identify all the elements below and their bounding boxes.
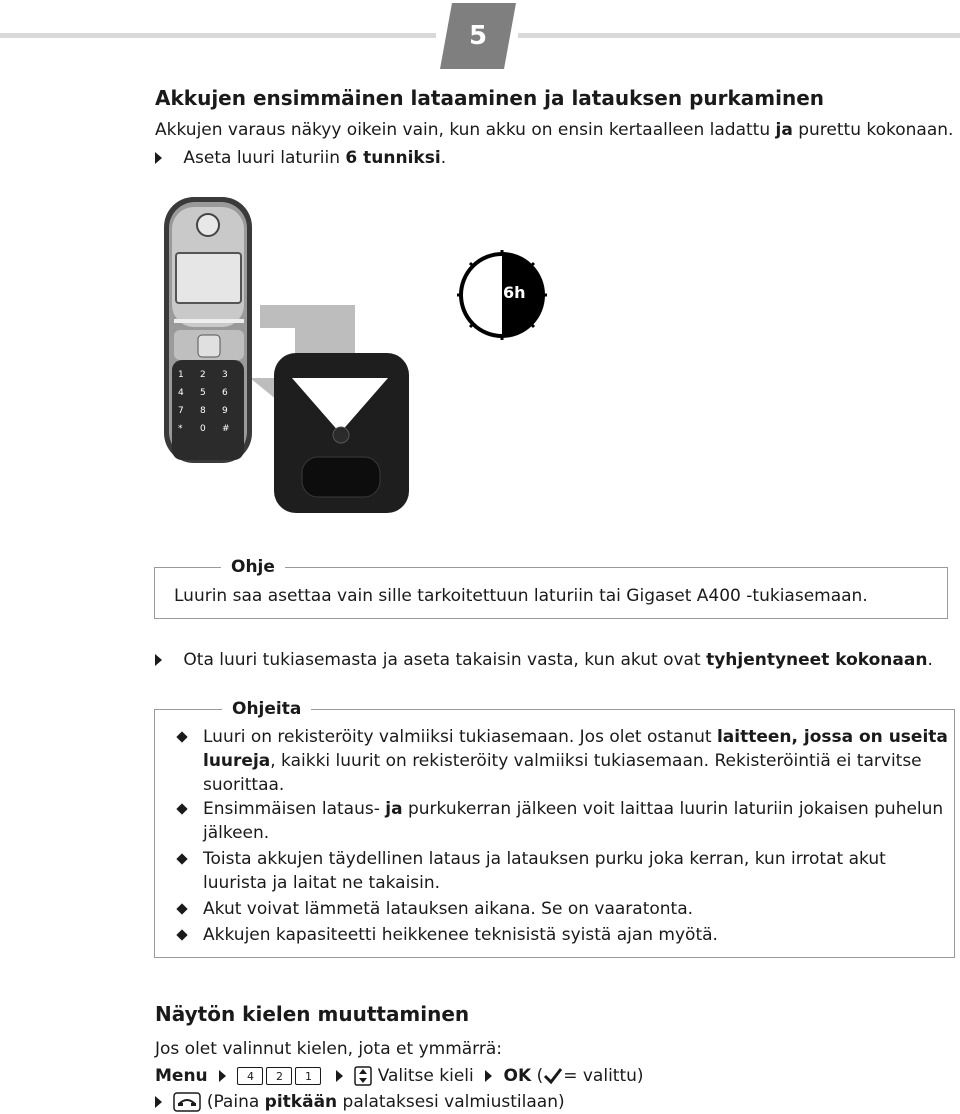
language-return-step: (Paina pitkään palataksesi valmiustilaan)	[155, 1090, 565, 1114]
menu-label: Menu	[155, 1066, 208, 1086]
header-rule-left	[0, 33, 436, 38]
header-rule-right	[518, 33, 960, 38]
language-intro: Jos olet valinnut kielen, jota et ymmärrä:	[155, 1039, 502, 1059]
handset-in-charger-illustration	[160, 195, 420, 520]
svg-text:6: 6	[222, 388, 228, 398]
svg-text:*: *	[178, 424, 183, 434]
tip-4: Akut voivat lämmetä latauksen aikana. Se on vaaratonta.	[203, 899, 694, 919]
svg-text:4: 4	[178, 388, 184, 398]
language-menu-path: Menu 4 2 1 Valitse kieli OK ( = valittu)	[155, 1066, 644, 1086]
key-2-icon: 2	[266, 1067, 292, 1085]
step-arrow-icon	[155, 654, 162, 666]
step-arrow-icon	[155, 152, 162, 164]
section-title-language: Näytön kielen muuttaminen	[155, 1002, 470, 1026]
svg-text:9: 9	[222, 406, 228, 416]
svg-text:1: 1	[178, 370, 184, 380]
tip-3: Toista akkujen täydellinen lataus ja latauksen purku joka kerran, kun irrotat akut luurista ja laitat ne takaisin.	[203, 849, 886, 893]
tips-box-label: Ohjeita	[222, 698, 311, 720]
svg-text:#: #	[222, 424, 230, 434]
timer-icon	[455, 248, 549, 342]
svg-text:2: 2	[200, 370, 206, 380]
tip-2: Ensimmäisen lataus- ja purkukerran jälkeen voit laittaa luurin laturiin jokaisen puhelun jälkeen.	[203, 799, 944, 843]
svg-text:8: 8	[200, 406, 206, 416]
tip-1: Luuri on rekisteröity valmiiksi tukiasemaan. Jos olet ostanut laitteen, jossa on useita luureja, kaikki luurit on rekisteröity valmiiksi tukiasemaan. Rekisteröintiä ei tarvitse suorittaa.	[203, 727, 948, 795]
charging-intro: Akkujen varaus näkyy oikein vain, kun akku on ensin kertaalleen ladattu ja purettu kokonaan.	[155, 120, 954, 140]
step-remove-handset: Ota luuri tukiasemasta ja aseta takaisin vasta, kun akut ovat tyhjentyneet kokonaan.	[155, 648, 933, 672]
note-box-text: Luurin saa asettaa vain sille tarkoitettuun laturiin tai Gigaset A400 -tukiasemaan.	[174, 586, 868, 606]
end-call-key-icon	[173, 1092, 201, 1112]
svg-text:5: 5	[200, 388, 206, 398]
handset-icon	[164, 197, 252, 463]
step-arrow-icon	[336, 1070, 343, 1082]
note-box-label: Ohje	[221, 556, 285, 578]
page-number: 5	[468, 21, 488, 51]
timer-label: 6h	[503, 283, 526, 302]
key-4-icon: 4	[237, 1067, 263, 1085]
charger-icon	[274, 353, 409, 513]
tip-5: Akkujen kapasiteetti heikkenee teknisistä syistä ajan myötä.	[203, 925, 718, 945]
section-title-charging: Akkujen ensimmäinen lataaminen ja latauksen purkaminen	[155, 86, 825, 110]
svg-text:3: 3	[222, 370, 228, 380]
nav-key-up-down-icon	[354, 1066, 372, 1086]
step-arrow-icon	[219, 1070, 226, 1082]
step-arrow-icon	[485, 1070, 492, 1082]
svg-text:7: 7	[178, 406, 184, 416]
key-1-icon: 1	[295, 1067, 321, 1085]
step-place-in-charger: Aseta luuri laturiin 6 tunniksi.	[155, 146, 446, 170]
step-arrow-icon	[155, 1096, 162, 1108]
svg-text:0: 0	[200, 424, 206, 434]
checkmark-icon	[543, 1067, 563, 1085]
